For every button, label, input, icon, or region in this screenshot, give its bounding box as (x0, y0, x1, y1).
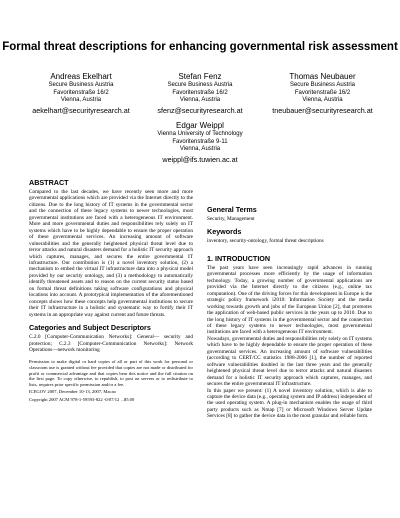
intro-paragraph: The past years have seen increasingly rapid advances in running governmental processes more efficiently by the usage of information technology. Today, a growing number of governmental applications are provided via the Internet directly to the citizens (e.g., online tax computation). One of the driving forces for this development in Europe is the strategic policy framework i2010: Information Society and the media working towards growth and jobs of the European Union [2], that promotes the application of web-based public services in the years up to 2010. Due to the long history of IT systems in the governmental sector and the connection of these legacy systems to newer technologies, most governmental institutions are faced with a heterogeneous IT environment. (207, 264, 372, 336)
author-name: Thomas Neubauer (289, 72, 356, 81)
intro-paragraph: In this paper we present: (1) A novel inventory solution, which is able to capture the device data (e.g., operating system and IP address) independent of the used operating system. A plug-in mechanism enables the usage of third party products such as Nmap [7] or Microsoft Windows Server Update Services [8] to gather the device data in the most granular and reliable form. (207, 387, 372, 420)
right-column (207, 205, 372, 420)
author-block-1 (22, 72, 140, 115)
permission-notice: Permission to make digital or hard copies of all or part of this work for personal or classroom use is granted without fee provided that copies are not made or distributed for profit or commercial advantage and that copies bear this notice and the full citation on the first page. To copy otherwise, to republish, to post on servers or to redistribute to lists, requires prior specific permission and/or a fee. (29, 359, 193, 387)
author-city: Vienna, Austria (302, 97, 343, 104)
general-terms-text: Security, Management (207, 216, 255, 222)
categories-heading: Categories and Subject Descriptors (29, 323, 151, 333)
author-city: Vienna, Austria (179, 146, 221, 153)
left-column (29, 178, 193, 403)
author-org: Secure Business Austria (167, 82, 233, 88)
author-street: Favoritenstraße 16/2 (172, 89, 228, 96)
author-street: Favoritenstraße 16/2 (294, 89, 351, 96)
introduction-heading: 1. INTRODUCTION (207, 253, 271, 263)
author-city: Vienna, Austria (60, 97, 102, 104)
keywords-text: inventory, security-ontology, formal threat descriptions (207, 238, 324, 245)
author-name: Stefan Fenz (178, 72, 222, 81)
author-name: Edgar Weippl (176, 121, 224, 130)
categories-text: C.2.0 [Computer-Communication Networks]: General— security and protection; C.2.3 [Computer-Communication Networks]: Network Operations—network monitoring (29, 334, 193, 353)
intro-paragraph: Nowadays, governmental duties and responsibilities rely solely on IT systems which have to be highly dependable to ensure the proper operation of these governmental services. An increasing amount of software vulnerabilities (according to CERT/CC statistics 1988-2006 [1], the number of reported software vulnerabilities doubled in the last three years and the generally heightened physical threat level due to terror attacks and natural disasters demand for a holistic IT security approach which captures, manages, and secures the entire governmental IT infrastructure. (207, 335, 372, 388)
author-street: Favoritenstraße 16/2 (53, 89, 109, 96)
keywords-heading: Keywords (207, 227, 242, 237)
venue-line: ICEGOV 2007, December 10-13, 2007, Macao (29, 389, 116, 395)
author-org: Secure Business Austria (289, 82, 356, 88)
author-email[interactable]: sfenz@securityresearch.at (157, 105, 243, 115)
author-org: Secure Business Austria (48, 82, 114, 88)
author-street: Favoritenstraße 9-11 (172, 138, 228, 145)
paper-title: Formal threat descriptions for enhancing governmental risk assessment (2, 41, 398, 53)
copyright-line: Copyright 2007 ACM 978-1-59593-822 -0/07/12 ...$5.00 (29, 397, 135, 403)
abstract-text: Compared to the last decades, we have recently seen more and more governmental applications which are provided via the Internet directly to the citizens. Due to the long history of IT systems in the governmental sector and the connection of these legacy systems to newer technologies, most governmental institutions are faced with a heterogeneous IT environment. More and more governmental duties and responsibilities rely solely on IT systems which have to be highly dependable to ensure the proper operation of these governmental services. An increasing amount of software vulnerabilities and the generally heightened physical threat level due to terror attacks and natural disasters demand for a holistic IT security approach which captures, manages, and secures the entire governmental IT infrastructure. Our contribution is (1) a novel inventory solution, (2) a mechanism to embed the virtual IT infrastructure data into a physical model provided by our security ontology, and (3) a methodology to automatically identify threatened assets and to reason on the current security status based on formal threat definitions taking software configurations and physical locations into account. A prototypical implementation of the aforementioned concepts shows how these concepts help governmental institutions to secure their IT infrastructure in a holistic and systematic way to fortify their IT systems in an appropriate way against current and future threats. (29, 189, 193, 318)
author-org: Vienna University of Technology (157, 131, 243, 137)
general-terms-heading: General Terms (207, 205, 257, 214)
author-block-2 (141, 72, 259, 115)
author-city: Vienna, Austria (179, 97, 221, 104)
author-block-4 (141, 121, 259, 164)
author-block-3 (260, 72, 385, 115)
author-email[interactable]: aekelhart@securityresearch.at (32, 105, 130, 115)
author-email[interactable]: tneubauer@securityresearch.at (272, 105, 373, 115)
abstract-heading: ABSTRACT (29, 178, 69, 187)
author-name: Andreas Ekelhart (50, 72, 112, 81)
author-email[interactable]: weippl@ifs.tuwien.ac.at (162, 154, 238, 164)
